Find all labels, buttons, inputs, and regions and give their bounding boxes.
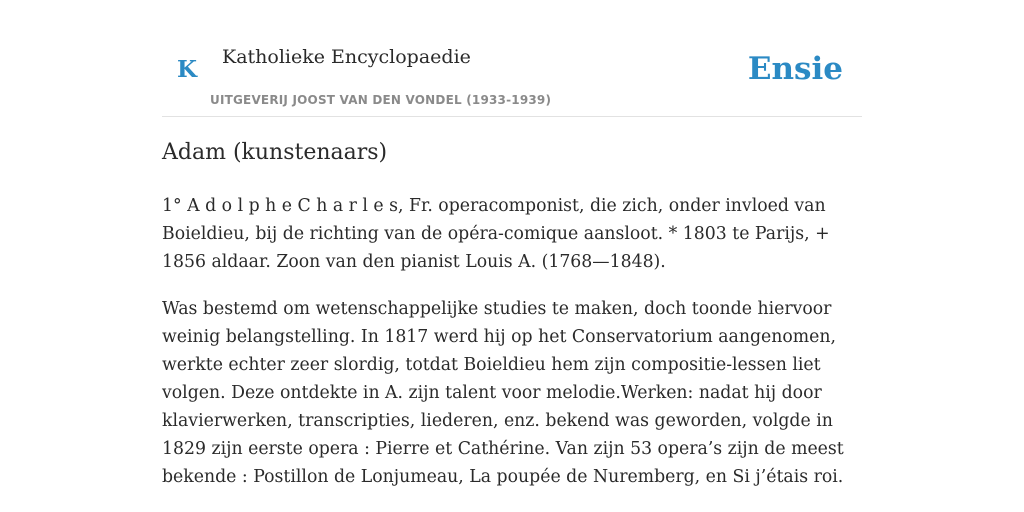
entry-title: Adam (kunstenaars)	[162, 140, 388, 165]
entry-paragraph-1	[162, 192, 862, 276]
publication-logo-icon[interactable]: K	[177, 56, 197, 83]
article-card	[162, 0, 862, 487]
publication-title[interactable]: Katholieke Encyclopaedie	[222, 46, 471, 68]
entry-paragraph-2: Was bestemd om wetenschappelijke studies te maken, doch toonde hiervoor weinig belangstelling. In 1817 werd hij op het Conservatorium aangenomen, werkte echter zeer slordig, totdat Boieldieu hem zijn compositie-lessen liet volgen. Deze ontdekte in A. zijn talent voor melodie.Werken: nadat hij door klavierwerken, transcripties, liederen, enz. bekend was geworden, volgde in 1829 zijn eerste opera : Pierre et Cathérine. Van zijn 53 opera’s zijn de meest bekende : Postillon de Lonjumeau, La poupée de Nuremberg, en Si j’étais roi.	[162, 299, 844, 487]
publisher-subtitle: UITGEVERIJ JOOST VAN DEN VONDEL (1933-1939)	[210, 93, 552, 107]
ensie-brand-logo[interactable]: Ensie	[747, 51, 843, 87]
entry-number: 1°	[162, 196, 188, 216]
publication-header	[162, 0, 862, 117]
paragraph-1-text: , Fr. operacomponist, die zich, onder invloed van Boieldieu, bij de richting van de opéra-comique aansloot. * 1803 te Parijs, + 1856 aldaar. Zoon van den pianist Louis A. (1768—1848).	[162, 196, 830, 272]
spaced-name: A d o l p h e C h a r l e s	[187, 196, 398, 216]
